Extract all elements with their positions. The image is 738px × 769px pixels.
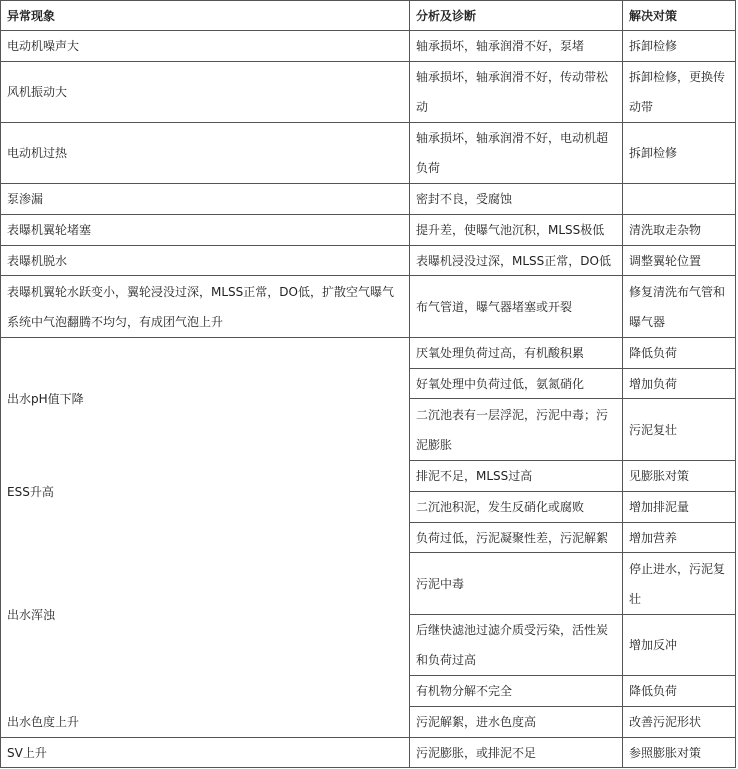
solution-cell: 污泥复壮 <box>629 422 678 437</box>
analysis-cell: 好氧处理中负荷过低，氨氮硝化 <box>416 376 585 391</box>
solution-cell: 增加排泥量 <box>629 500 690 514</box>
solution-cell: 拆卸检修，更换传动带 <box>629 70 726 114</box>
analysis-cell: 表曝机浸没过深，MLSS正常，DO低 <box>416 253 611 268</box>
solution-cell: 参照膨胀对策 <box>629 745 702 760</box>
symptom-cell: ESS升高 <box>7 484 54 499</box>
analysis-cell: 有机物分解不完全 <box>416 684 513 698</box>
symptom-cell: 出水pH值下降 <box>7 392 84 406</box>
symptom-cell: 电动机过热 <box>7 146 68 160</box>
solution-cell: 增加反冲 <box>629 638 678 652</box>
solution-cell: 拆卸检修 <box>629 146 678 160</box>
analysis-cell: 提升差，使曝气池沉积，MLSS极低 <box>416 223 605 237</box>
analysis-cell: 后继快滤池过滤介质受污染，活性炭和负荷过高 <box>416 623 609 667</box>
symptom-cell: 表曝机翼轮堵塞 <box>7 223 92 237</box>
symptom-cell: 风机振动大 <box>7 85 68 99</box>
symptom-cell: 表曝机脱水 <box>7 253 68 268</box>
analysis-cell: 二沉池表有一层浮泥，污泥中毒；污泥膨胀 <box>416 407 609 452</box>
solution-cell: 增加负荷 <box>629 376 678 391</box>
analysis-cell: 污泥膨胀，或排泥不足 <box>416 745 537 760</box>
solution-cell: 调整翼轮位置 <box>629 253 702 268</box>
solution-cell: 修复清洗布气管和曝气器 <box>629 284 726 329</box>
solution-cell: 降低负荷 <box>629 346 678 360</box>
analysis-cell: 污泥中毒 <box>416 576 465 591</box>
symptom-cell: 电动机噪声大 <box>7 39 80 53</box>
analysis-cell: 污泥解絮，进水色度高 <box>416 715 537 729</box>
solution-cell: 降低负荷 <box>629 684 678 698</box>
analysis-cell: 二沉池积泥，发生反硝化或腐败 <box>416 500 585 514</box>
solution-cell: 改善污泥形状 <box>629 715 702 729</box>
solution-cell: 清洗取走杂物 <box>629 223 702 237</box>
header-analysis: 分析及诊断 <box>416 8 477 23</box>
analysis-cell: 轴承损坏，轴承润滑不好，电动机超负荷 <box>416 131 609 175</box>
analysis-cell: 轴承损坏，轴承润滑不好，泵堵 <box>416 39 585 53</box>
solution-cell: 见膨胀对策 <box>629 469 690 483</box>
analysis-cell: 厌氧处理负荷过高，有机酸积累 <box>416 346 585 360</box>
header-solution: 解决对策 <box>629 8 678 23</box>
analysis-cell: 布气管道，曝气器堵塞或开裂 <box>416 299 573 314</box>
symptom-cell: 出水色度上升 <box>7 715 80 729</box>
symptom-cell: 表曝机翼轮水跃变小，翼轮浸没过深，MLSS正常，DO低，扩散空气曝气系统中气泡翻腾不均匀，有成团气泡上升 <box>7 284 394 329</box>
analysis-cell: 轴承损坏，轴承润滑不好，传动带松动 <box>416 70 609 114</box>
header-symptom: 异常现象 <box>7 8 56 23</box>
solution-cell: 增加营养 <box>629 530 678 545</box>
symptom-cell: SV上升 <box>7 745 47 760</box>
solution-cell: 停止进水，污泥复壮 <box>629 561 726 606</box>
symptom-cell: 泵渗漏 <box>7 192 44 206</box>
symptom-cell: 出水浑浊 <box>7 607 56 622</box>
analysis-cell: 密封不良，受腐蚀 <box>416 192 513 206</box>
solution-cell <box>623 184 735 214</box>
analysis-cell: 排泥不足，MLSS过高 <box>416 469 533 483</box>
analysis-cell: 负荷过低，污泥凝聚性差，污泥解絮 <box>416 530 609 545</box>
solution-cell: 拆卸检修 <box>629 39 678 53</box>
